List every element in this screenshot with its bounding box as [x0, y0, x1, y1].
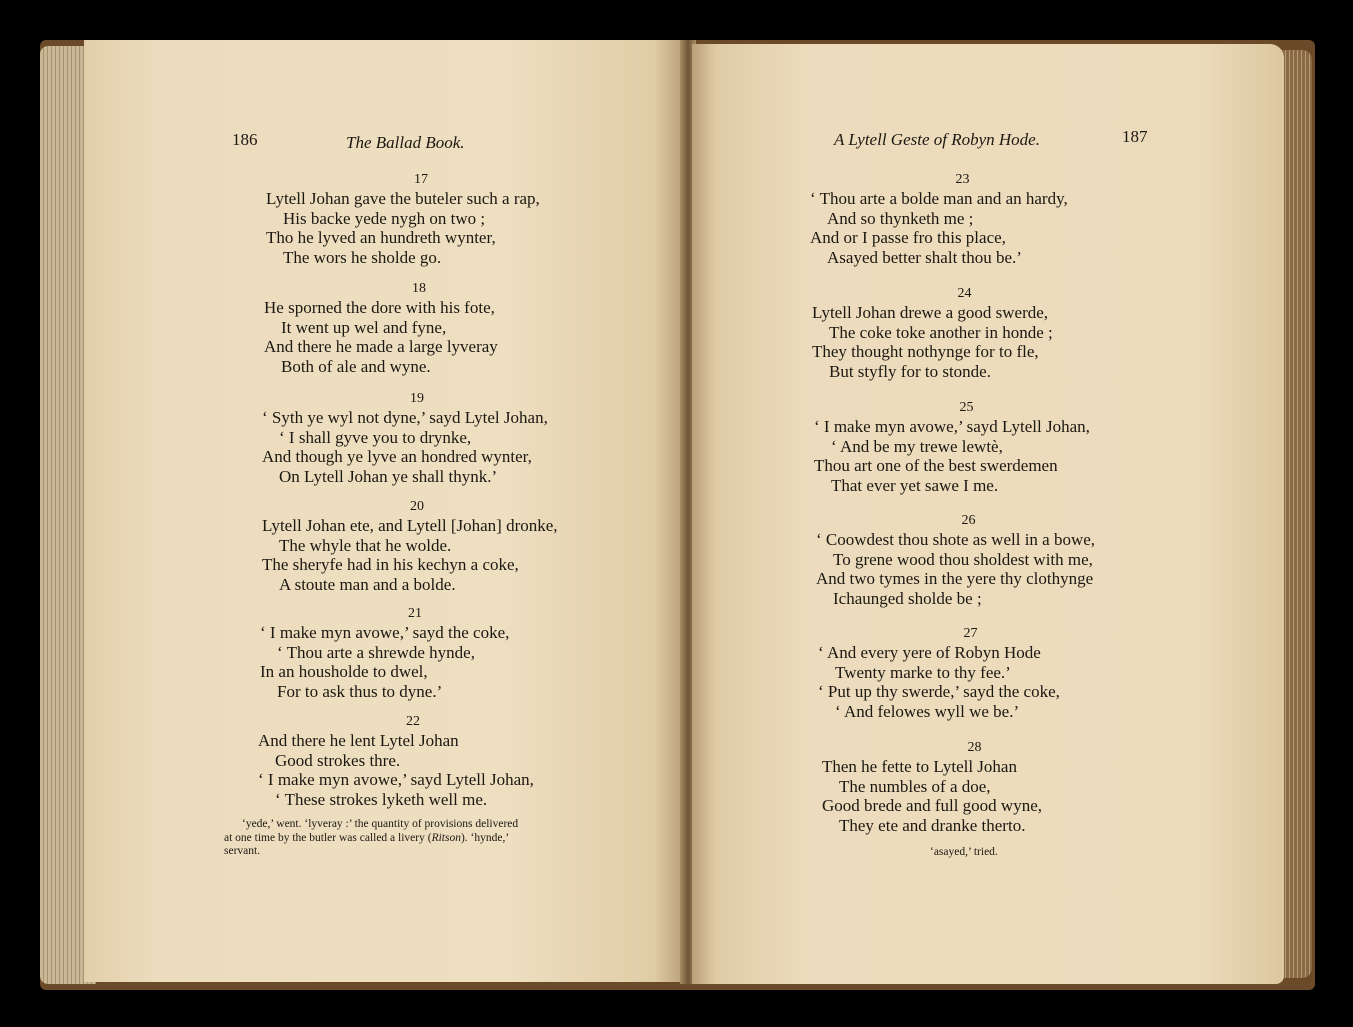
verse-line: But styfly for to stonde.	[829, 361, 991, 381]
stanza-number: 27	[963, 626, 978, 641]
stanza-25	[814, 400, 1119, 495]
verse-line: They ete and dranke therto.	[839, 815, 1026, 835]
stanza-28	[822, 740, 1127, 835]
verse-line: The wors he sholde go.	[283, 247, 442, 267]
verse-line: Tho he lyved an hundreth wynter,	[266, 228, 496, 247]
stanza-number: 17	[414, 172, 428, 187]
verse-line: Ichaunged sholde be ;	[833, 588, 982, 608]
left-footnote	[224, 818, 518, 859]
stanza-number: 18	[412, 281, 426, 296]
verse-line: The coke toke another in honde ;	[829, 322, 1053, 342]
left-running-title: The Ballad Book.	[346, 133, 465, 152]
verse-line: Good strokes thre.	[275, 750, 401, 770]
right-footnote: ‘asayed,’ tried.	[930, 846, 998, 858]
verse-line: ‘ I make myn avowe,’ sayd Lytell Johan,	[258, 770, 534, 789]
verse-line: That ever yet sawe I me.	[831, 475, 999, 495]
verse-line: ‘ And every yere of Robyn Hode	[818, 643, 1041, 662]
verse-line: And though ye lyve an hondred wynter,	[262, 447, 532, 466]
verse-line: ‘ Syth ye wyl not dyne,’ sayd Lytel Johan,	[262, 408, 548, 427]
verse-line: In an housholde to dwel,	[260, 662, 428, 681]
stanza-26	[816, 513, 1121, 608]
stanza-20	[262, 499, 572, 594]
stanza-24	[812, 286, 1117, 381]
verse-line: Twenty marke to thy fee.’	[835, 662, 1011, 682]
verse-line: The whyle that he wolde.	[279, 535, 452, 555]
verse-line: Thou art one of the best swerdemen	[814, 456, 1058, 475]
verse-line: The numbles of a doe,	[839, 776, 991, 796]
verse-line: And or I passe fro this place,	[810, 228, 1006, 247]
stanza-23	[810, 172, 1115, 267]
verse-line: It went up wel and fyne,	[281, 317, 447, 337]
right-running-title: A Lytell Geste of Robyn Hode.	[834, 130, 1040, 149]
verse-line: Good brede and full good wyne,	[822, 796, 1043, 815]
verse-line: ‘ Coowdest thou shote as well in a bowe,	[816, 530, 1096, 549]
verse-line: To grene wood thou sholdest with me,	[833, 549, 1093, 569]
stanza-17	[266, 172, 576, 267]
verse-line: ‘ And be my trewe lewtè,	[831, 436, 1003, 456]
stanza-number: 21	[408, 606, 422, 621]
verse-line: They thought nothynge for to fle,	[812, 342, 1039, 361]
stanza-number: 19	[410, 391, 424, 406]
verse-line: Lytell Johan gave the buteler such a rap,	[266, 189, 540, 208]
verse-line: He sporned the dore with his fote,	[264, 298, 495, 317]
stanza-number: 24	[957, 286, 972, 301]
verse-line: ‘ And felowes wyll we be.’	[835, 701, 1020, 721]
stanza-21	[260, 606, 570, 701]
footnote-line: ‘yede,’ went. ‘lyveray :’ the quantity of provisions delivered	[242, 818, 519, 830]
stanza-number: 20	[410, 499, 424, 514]
verse-line: And there he lent Lytel Johan	[258, 731, 459, 750]
verse-line: Then he fette to Lytell Johan	[822, 757, 1017, 776]
verse-line: Both of ale and wyne.	[281, 356, 431, 376]
verse-line: ‘ I make myn avowe,’ sayd the coke,	[260, 623, 510, 642]
stanza-number: 23	[955, 172, 970, 187]
footnote-citation: Ritson	[431, 831, 461, 844]
verse-line: Lytell Johan ete, and Lytell [Johan] dronke,	[262, 516, 558, 535]
verse-line: And there he made a large lyveray	[264, 337, 498, 356]
verse-line: ‘ I shall gyve you to drynke,	[279, 427, 472, 447]
verse-line: ‘ Thou arte a shrewde hynde,	[277, 642, 475, 662]
stanza-22	[258, 714, 568, 809]
footnote-line: servant.	[224, 845, 261, 857]
verse-line: On Lytell Johan ye shall thynk.’	[279, 466, 498, 486]
verse-line: ‘ I make myn avowe,’ sayd Lytell Johan,	[814, 417, 1090, 436]
verse-line: ‘ Thou arte a bolde man and an hardy,	[810, 189, 1068, 208]
stanza-number: 28	[967, 740, 982, 755]
verse-line: And two tymes in the yere thy clothynge	[816, 569, 1094, 588]
verse-line: For to ask thus to dyne.’	[277, 681, 443, 701]
verse-line: Lytell Johan drewe a good swerde,	[812, 303, 1049, 322]
verse-line: ‘ Put up thy swerde,’ sayd the coke,	[818, 682, 1060, 701]
stanza-27	[818, 626, 1123, 721]
footnote-text: at one time by the butler was called a livery (	[224, 831, 432, 844]
verse-line: A stoute man and a bolde.	[279, 574, 456, 594]
verse-line: ‘ These strokes lyketh well me.	[275, 789, 488, 809]
left-page-number: 186	[232, 130, 258, 149]
footnote-text: ). ‘hynde,’	[460, 831, 510, 844]
verse-line: Asayed better shalt thou be.’	[827, 247, 1022, 267]
verse-line: His backe yede nygh on two ;	[283, 208, 486, 228]
stanza-number: 25	[959, 400, 974, 415]
stanza-number: 22	[406, 714, 420, 729]
footnote-line	[224, 832, 518, 846]
stanza-number: 26	[961, 513, 976, 528]
verse-line: And so thynketh me ;	[827, 208, 974, 228]
verse-line: The sheryfe had in his kechyn a coke,	[262, 555, 519, 574]
stanza-18	[264, 281, 574, 376]
stanza-19	[262, 391, 572, 486]
right-page-number: 187	[1122, 127, 1148, 146]
